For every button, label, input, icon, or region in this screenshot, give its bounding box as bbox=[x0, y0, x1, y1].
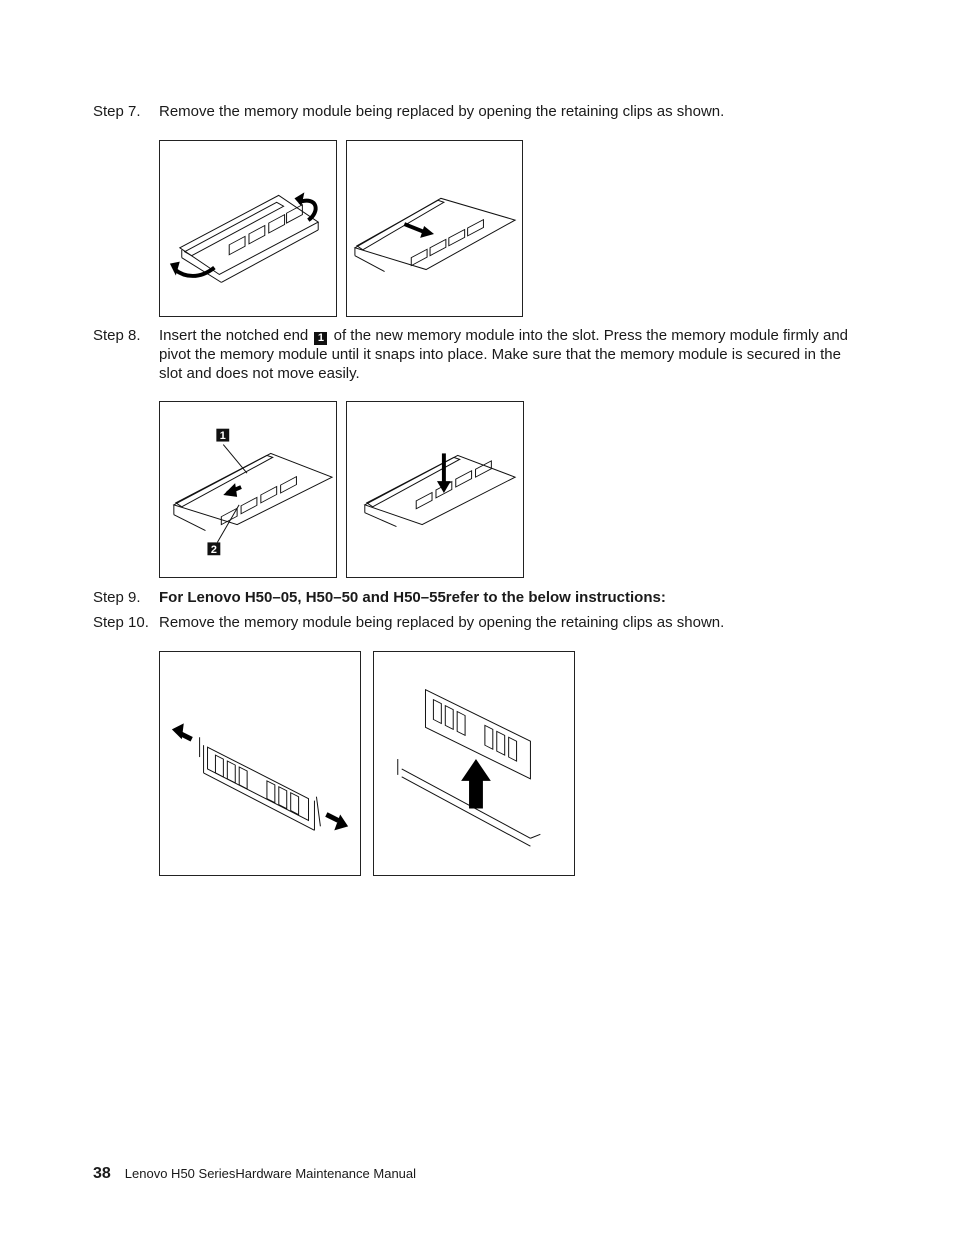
figure-sodimm-press bbox=[346, 401, 524, 578]
sodimm-clip-illustration bbox=[160, 141, 336, 316]
step-number: Step 9. bbox=[93, 589, 141, 606]
page-number: 38 bbox=[93, 1165, 111, 1182]
step-text-part-b: of the new memory module into the slot. Press the memory module firmly and pivot the memory module until it snaps into place. Make sure that the memory module is secured in the slot and does not move easily. bbox=[159, 327, 849, 382]
manual-title: Lenovo H50 SeriesHardware Maintenance Manual bbox=[124, 1166, 417, 1181]
dimm-clip-illustration bbox=[160, 652, 360, 875]
figure-sodimm-insert bbox=[159, 401, 337, 578]
step-8 bbox=[93, 326, 853, 386]
step-text: Remove the memory module being replaced by opening the retaining clips as shown. bbox=[159, 614, 725, 631]
callout-1: 1 bbox=[219, 430, 226, 443]
page-footer bbox=[93, 1165, 416, 1183]
step-number: Step 7. bbox=[93, 103, 141, 120]
figure-dimm-remove bbox=[373, 651, 575, 876]
callout-2: 2 bbox=[210, 543, 217, 556]
step-text: For Lenovo H50–05, H50–50 and H50–55refer to the below instructions: bbox=[159, 589, 666, 606]
sodimm-insert-illustration bbox=[160, 402, 336, 577]
step-number: Step 10. bbox=[93, 614, 149, 631]
dimm-remove-illustration bbox=[374, 652, 574, 875]
step-text-part-a: Insert the notched end bbox=[159, 327, 309, 344]
sodimm-press-illustration bbox=[347, 402, 523, 577]
figure-dimm-open-clips bbox=[159, 651, 361, 876]
step-text: Remove the memory module being replaced by opening the retaining clips as shown. bbox=[159, 103, 725, 120]
callout-badge: 1 bbox=[314, 332, 327, 345]
figure-sodimm-remove bbox=[346, 140, 523, 317]
sodimm-remove-illustration bbox=[347, 141, 522, 316]
step-text bbox=[159, 326, 849, 383]
step-number: Step 8. bbox=[93, 327, 141, 344]
figure-sodimm-open-clips bbox=[159, 140, 337, 317]
